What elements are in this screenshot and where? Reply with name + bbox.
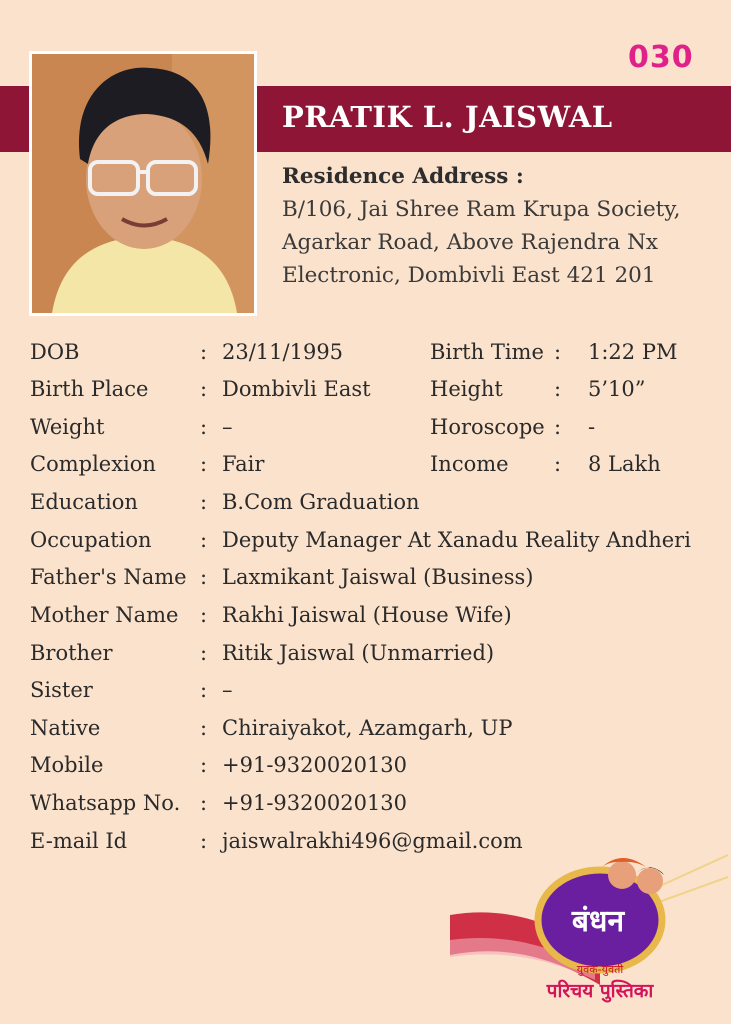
dob-label: DOB [30, 340, 80, 364]
colon: : [200, 452, 208, 476]
logo-tagline: परिचय पुस्तिका [546, 980, 654, 1002]
horoscope-value: - [588, 415, 596, 439]
colon: : [200, 753, 208, 777]
whatsapp-value: +91-9320020130 [222, 791, 408, 815]
sister-value: – [222, 678, 233, 702]
logo-brand: बंधन [571, 904, 625, 939]
colon: : [554, 452, 562, 476]
colon: : [200, 716, 208, 740]
complexion-value: Fair [222, 452, 265, 476]
logo-subtag: युवक-युवती [576, 963, 624, 976]
education-label: Education [30, 490, 138, 514]
candidate-name: PRATIK L. JAISWAL [282, 100, 613, 134]
whatsapp-label: Whatsapp No. [30, 791, 181, 815]
mother-value: Rakhi Jaiswal (House Wife) [222, 603, 512, 627]
birth-place-value: Dombivli East [222, 377, 371, 401]
email-value: jaiswalrakhi496@gmail.com [222, 829, 523, 853]
mobile-value: +91-9320020130 [222, 753, 408, 777]
colon: : [200, 641, 208, 665]
native-label: Native [30, 716, 101, 740]
bandhan-logo [450, 845, 730, 1024]
card-number: 030 [628, 40, 694, 75]
height-value: 5’10” [588, 377, 646, 401]
portrait-image [32, 54, 254, 313]
income-value: 8 Lakh [588, 452, 661, 476]
profile-photo [29, 51, 257, 316]
weight-label: Weight [30, 415, 105, 439]
income-label: Income [430, 452, 509, 476]
colon: : [200, 528, 208, 552]
complexion-label: Complexion [30, 452, 156, 476]
father-label: Father's Name [30, 565, 187, 589]
colon: : [200, 340, 208, 364]
mobile-label: Mobile [30, 753, 104, 777]
colon: : [554, 340, 562, 364]
address-line: Agarkar Road, Above Rajendra Nx [282, 230, 659, 255]
colon: : [554, 377, 562, 401]
address-line: Electronic, Dombivli East 421 201 [282, 263, 656, 288]
colon: : [200, 791, 208, 815]
occupation-label: Occupation [30, 528, 152, 552]
birth-place-label: Birth Place [30, 377, 149, 401]
occupation-value: Deputy Manager At Xanadu Reality Andheri [222, 528, 691, 552]
father-value: Laxmikant Jaiswal (Business) [222, 565, 534, 589]
mother-label: Mother Name [30, 603, 179, 627]
birth-time-label: Birth Time [430, 340, 544, 364]
height-label: Height [430, 377, 503, 401]
brother-label: Brother [30, 641, 113, 665]
address-line: B/106, Jai Shree Ram Krupa Society, [282, 197, 681, 222]
birth-time-value: 1:22 PM [588, 340, 678, 364]
colon: : [554, 415, 562, 439]
horoscope-label: Horoscope [430, 415, 545, 439]
colon: : [200, 377, 208, 401]
residence-address [282, 160, 680, 292]
brother-value: Ritik Jaiswal (Unmarried) [222, 641, 495, 665]
sister-label: Sister [30, 678, 93, 702]
colon: : [200, 678, 208, 702]
colon: : [200, 415, 208, 439]
education-value: B.Com Graduation [222, 490, 420, 514]
address-heading: Residence Address : [282, 164, 524, 189]
dob-value: 23/11/1995 [222, 340, 344, 364]
colon: : [200, 603, 208, 627]
native-value: Chiraiyakot, Azamgarh, UP [222, 716, 513, 740]
weight-value: – [222, 415, 233, 439]
colon: : [200, 565, 208, 589]
colon: : [200, 490, 208, 514]
email-label: E-mail Id [30, 829, 128, 853]
colon: : [200, 829, 208, 853]
